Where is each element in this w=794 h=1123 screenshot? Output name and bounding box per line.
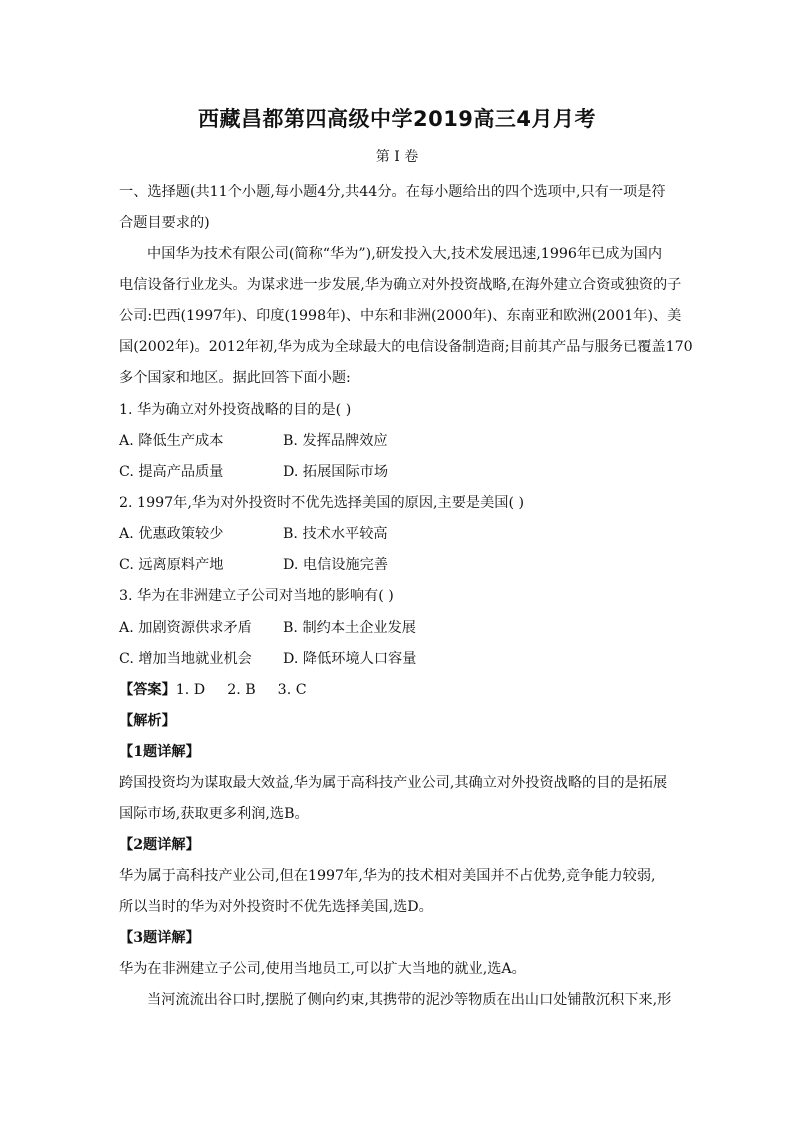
question-3-option-b: B. 制约本土企业发展 — [283, 620, 416, 636]
detail-1-line-1: 跨国投资均为谋取最大效益,华为属于高科技产业公司,其确立对外投资战略的目的是拓展 — [119, 775, 668, 791]
detail-3-line-1: 华为在非洲建立子公司,使用当地员工,可以扩大当地的就业,选A。 — [119, 961, 526, 977]
passage-line-1: 中国华为技术有限公司(简称“华为”),研发投入大,技术发展迅速,1996年已成为国内 — [147, 246, 663, 262]
question-2-option-d: D. 电信设施完善 — [283, 557, 389, 573]
passage-2-line-1: 当河流流出谷口时,摆脱了侧向约束,其携带的泥沙等物质在出山口处铺散沉积下来,形 — [147, 992, 672, 1008]
passage-line-5: 多个国家和地区。据此回答下面小题: — [119, 370, 351, 386]
answer-line — [119, 680, 699, 700]
question-3-option-d: D. 降低环境人口容量 — [283, 651, 417, 667]
answer-item-2: 2. B — [227, 682, 256, 698]
question-1-option-b: B. 发挥品牌效应 — [283, 433, 388, 449]
detail-3-label: 【3题详解】 — [119, 930, 200, 946]
passage-line-2: 电信设备行业龙头。为谋求进一步发展,华为确立对外投资战略,在海外建立合资或独资的子 — [119, 277, 682, 293]
section-header-line-1: 一、选择题(共11个小题,每小题4分,共44分。在每小题给出的四个选项中,只有一项是符 — [119, 184, 666, 200]
section-header-line-2: 合题目要求的) — [119, 215, 210, 231]
answer-label: 【答案】 — [119, 682, 176, 698]
volume-label: 第 I 卷 — [375, 149, 419, 165]
question-2-option-c: C. 远离原料产地 — [119, 557, 224, 573]
question-2-option-a: A. 优惠政策较少 — [119, 526, 224, 542]
passage-line-4: 国(2002年)。2012年初,华为成为全球最大的电信设备制造商;目前其产品与服务已覆盖170 — [119, 339, 693, 355]
detail-1-line-2: 国际市场,获取更多利润,选B。 — [119, 806, 309, 822]
answer-item-1: 1. D — [175, 682, 206, 698]
question-2-stem: 2. 1997年,华为对外投资时不优先选择美国的原因,主要是美国( ) — [119, 495, 525, 511]
question-1-stem: 1. 华为确立对外投资战略的目的是( ) — [119, 402, 352, 418]
question-1-option-a: A. 降低生产成本 — [119, 433, 224, 449]
question-2-option-b: B. 技术水平较高 — [283, 526, 388, 542]
detail-1-label: 【1题详解】 — [119, 744, 200, 760]
detail-2-line-2: 所以当时的华为对外投资时不优先选择美国,选D。 — [119, 899, 433, 915]
question-3-stem: 3. 华为在非洲建立子公司对当地的影响有( ) — [119, 588, 394, 604]
detail-2-line-1: 华为属于高科技产业公司,但在1997年,华为的技术相对美国并不占优势,竞争能力较弱, — [119, 868, 656, 884]
answer-item-3: 3. C — [277, 682, 307, 698]
analysis-label: 【解析】 — [119, 713, 176, 729]
page-title: 西藏昌都第四高级中学2019高三4月月考 — [197, 107, 597, 131]
question-3-option-a: A. 加剧资源供求矛盾 — [119, 620, 252, 636]
passage-line-3: 公司:巴西(1997年)、印度(1998年)、中东和非洲(2000年)、东南亚和欧洲(2001年)、美 — [119, 308, 682, 324]
question-3-option-c: C. 增加当地就业机会 — [119, 651, 252, 667]
question-1-option-d: D. 拓展国际市场 — [283, 464, 389, 480]
question-1-option-c: C. 提高产品质量 — [119, 464, 224, 480]
detail-2-label: 【2题详解】 — [119, 837, 200, 853]
